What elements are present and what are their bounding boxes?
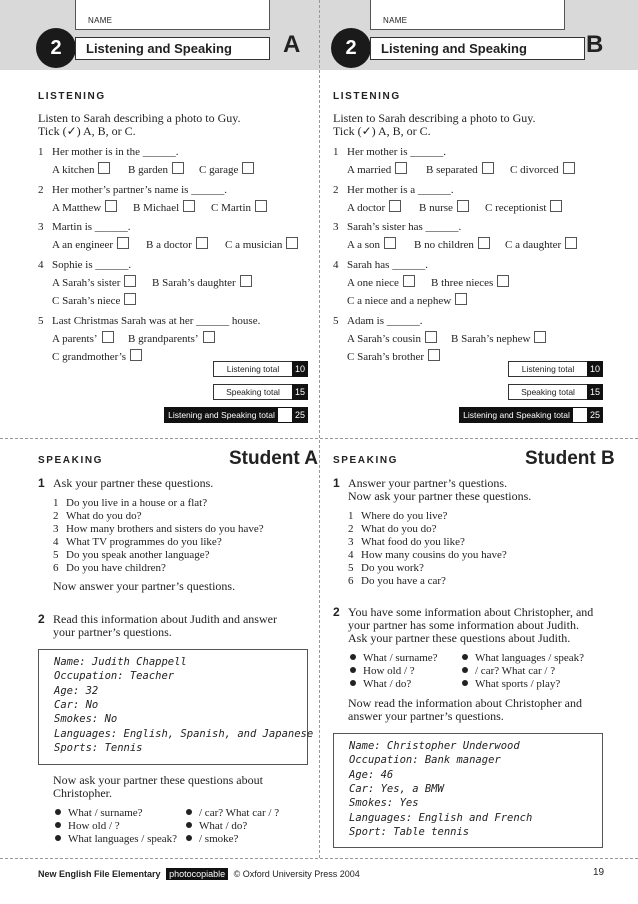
card-line: Occupation: Teacher — [54, 670, 175, 682]
speaking-question — [348, 536, 465, 548]
task-number: 1 — [333, 476, 340, 490]
speaking-question — [53, 497, 207, 509]
option-label: C Martin — [211, 202, 252, 214]
score-gap — [573, 407, 587, 423]
option-b[interactable] — [451, 331, 546, 345]
question-1 — [38, 146, 178, 158]
card-line: Age: 46 — [349, 769, 394, 781]
intro-line: Tick (✓) A, B, or C. — [38, 124, 136, 138]
question-text: Her mother is ______. — [347, 146, 446, 158]
tick-box[interactable] — [455, 293, 467, 305]
task-number: 2 — [333, 605, 340, 619]
option-a[interactable] — [52, 162, 110, 176]
total-label: Speaking total — [213, 384, 292, 400]
prompt-text: How old / ? — [363, 665, 415, 677]
question-text: What do you do? — [66, 510, 142, 522]
listening-total — [508, 361, 603, 377]
option-label: C a daughter — [505, 239, 562, 251]
prompt-text: How old / ? — [68, 820, 120, 832]
question-text: How many brothers and sisters do you have? — [66, 523, 264, 535]
tick-box[interactable] — [395, 162, 407, 174]
option-c[interactable] — [347, 349, 440, 363]
column-a — [0, 0, 319, 858]
prompt-bullet — [350, 678, 411, 690]
option-a[interactable] — [347, 275, 415, 289]
tick-box[interactable] — [384, 237, 396, 249]
option-c[interactable] — [52, 293, 136, 307]
prompt-text: / smoke? — [199, 833, 239, 845]
footer — [38, 868, 360, 880]
option-label: C Sarah’s brother — [347, 351, 424, 363]
option-label: A doctor — [347, 202, 386, 214]
option-c[interactable] — [225, 237, 298, 251]
option-label: A Sarah’s sister — [52, 277, 121, 289]
option-label: A a son — [347, 239, 380, 251]
intro-line: Listen to Sarah describing a photo to Guy. — [38, 111, 241, 125]
option-label: B grandparents’ — [128, 333, 199, 345]
speaking-task-2 — [333, 606, 623, 645]
question-4 — [38, 259, 131, 271]
card-line: Sport: Table tennis — [349, 826, 470, 838]
followup-line: Christopher. — [53, 786, 112, 800]
total-label: Listening total — [508, 361, 587, 377]
card-line: Sports: Tennis — [54, 742, 143, 754]
tick-box[interactable] — [478, 237, 490, 249]
speaking-question — [53, 536, 222, 548]
option-a[interactable] — [52, 331, 114, 345]
option-b[interactable] — [431, 275, 509, 289]
listening-heading: LISTENING — [333, 91, 401, 102]
bullet-dot — [462, 680, 468, 686]
intro-line: Listen to Sarah describing a photo to Guy. — [333, 111, 536, 125]
tick-box[interactable] — [286, 237, 298, 249]
version-letter: B — [586, 31, 604, 58]
card-line: Name: Christopher Underwood — [349, 740, 520, 752]
bullet-dot — [186, 809, 192, 815]
question-3 — [333, 221, 461, 233]
task-text: your partner’s questions. — [53, 625, 172, 639]
card-line: Smokes: Yes — [349, 797, 419, 809]
question-text: What TV programmes do you like? — [66, 536, 222, 548]
question-number: 5 — [53, 549, 59, 561]
tick-box[interactable] — [172, 162, 184, 174]
question-number: 4 — [53, 536, 59, 548]
card-line: Age: 32 — [54, 685, 99, 697]
question-text: Sophie is ______. — [52, 259, 132, 271]
card-line: Car: Yes, a BMW — [349, 783, 444, 795]
card-line: Smokes: No — [54, 713, 118, 725]
tick-box[interactable] — [203, 331, 215, 343]
prompt-text: What languages / speak? — [68, 833, 178, 845]
tick-box[interactable] — [550, 200, 562, 212]
name-box[interactable] — [370, 0, 565, 30]
question-number: 3 — [53, 523, 59, 535]
question-text: Her mother is a ______. — [347, 184, 454, 196]
prompt-bullet — [462, 665, 555, 677]
tick-box[interactable] — [534, 331, 546, 343]
option-label: C garage — [199, 164, 239, 176]
tick-box[interactable] — [497, 275, 509, 287]
task-text: Now ask your partner these questions. — [348, 489, 532, 503]
card-followup — [53, 774, 263, 800]
tick-box[interactable] — [565, 237, 577, 249]
question-number: 2 — [333, 184, 339, 196]
name-label: NAME — [383, 16, 408, 25]
tick-box[interactable] — [240, 275, 252, 287]
question-text: Do you have children? — [66, 562, 166, 574]
question-text: Where do you live? — [361, 510, 448, 522]
prompt-text: What / surname? — [363, 652, 438, 664]
option-label: B Michael — [133, 202, 180, 214]
option-a[interactable] — [347, 200, 401, 214]
question-number: 3 — [333, 221, 339, 233]
followup-line: Now read the information about Christopher and — [348, 696, 582, 710]
option-label: A an engineer — [52, 239, 114, 251]
prompt-bullet — [462, 652, 584, 664]
prompt-bullet — [55, 807, 143, 819]
question-number: 6 — [348, 575, 354, 587]
option-label: C grandmother’s — [52, 351, 127, 363]
judith-info-card — [38, 649, 314, 765]
bullet-dot — [462, 654, 468, 660]
question-number: 5 — [38, 315, 44, 327]
intro-line: Tick (✓) A, B, or C. — [333, 124, 431, 138]
speaking-question — [53, 549, 210, 561]
speaking-question — [348, 562, 424, 574]
option-label: B a doctor — [146, 239, 192, 251]
question-number: 1 — [348, 510, 354, 522]
option-c[interactable] — [505, 237, 577, 251]
bullet-dot — [55, 835, 61, 841]
speaking-question — [348, 510, 447, 522]
question-text: What food do you like? — [361, 536, 465, 548]
task-text: your partner has some information about Judith. — [348, 618, 579, 632]
bullet-dot — [55, 822, 61, 828]
question-3 — [38, 221, 131, 233]
task-text: Read this information about Judith and answer — [53, 612, 277, 626]
question-2 — [333, 184, 454, 196]
total-score: 15 — [587, 384, 603, 400]
tick-box[interactable] — [242, 162, 254, 174]
option-a[interactable] — [347, 331, 437, 345]
question-number: 6 — [53, 562, 59, 574]
option-c[interactable] — [199, 162, 254, 176]
speaking-total — [213, 384, 308, 400]
prompt-text: What languages / speak? — [475, 652, 585, 664]
total-label: Listening and Speaking total — [459, 407, 573, 423]
tick-box[interactable] — [428, 349, 440, 361]
speaking-heading: SPEAKING — [333, 455, 399, 466]
option-label: B nurse — [419, 202, 453, 214]
question-text: Do you have a car? — [361, 575, 446, 587]
option-b[interactable] — [128, 162, 184, 176]
unit-number: 2 — [36, 28, 76, 68]
score-gap — [278, 407, 292, 423]
question-text: Last Christmas Sarah was at her ______ house. — [52, 315, 261, 327]
total-score: 15 — [292, 384, 308, 400]
option-label: B three nieces — [431, 277, 494, 289]
speaking-task-2 — [38, 613, 308, 639]
option-c[interactable] — [211, 200, 267, 214]
tick-box[interactable] — [389, 200, 401, 212]
bullet-dot — [55, 809, 61, 815]
question-number: 4 — [333, 259, 339, 271]
prompt-bullet — [186, 820, 247, 832]
speaking-question — [348, 523, 436, 535]
tick-box[interactable] — [105, 200, 117, 212]
option-c[interactable] — [347, 293, 467, 307]
question-text: Do you work? — [361, 562, 424, 574]
speaking-question — [348, 549, 507, 561]
question-number: 2 — [38, 184, 44, 196]
option-b[interactable] — [419, 200, 469, 214]
listening-total — [213, 361, 308, 377]
question-number: 1 — [53, 497, 59, 509]
tick-box[interactable] — [425, 331, 437, 343]
bullet-dot — [350, 654, 356, 660]
prompt-text: What / surname? — [68, 807, 143, 819]
prompt-bullet — [350, 665, 415, 677]
copyright: © Oxford University Press 2004 — [233, 869, 360, 879]
speaking-heading: SPEAKING — [38, 455, 104, 466]
listening-intro — [38, 112, 308, 138]
option-label: B Sarah’s nephew — [451, 333, 531, 345]
task-number: 1 — [38, 476, 45, 490]
task-text: You have some information about Christopher, and — [348, 605, 594, 619]
option-label: B separated — [426, 164, 478, 176]
question-text: Adam is ______. — [347, 315, 423, 327]
card-line: Languages: English and French — [349, 812, 533, 824]
tick-box[interactable] — [403, 275, 415, 287]
task-text: Ask your partner these questions. — [53, 476, 214, 490]
card-line: Languages: English, Spanish, and Japanese — [54, 728, 314, 740]
tick-box[interactable] — [102, 331, 114, 343]
question-1 — [333, 146, 446, 158]
followup-line: answer your partner’s questions. — [348, 709, 504, 723]
card-followup — [348, 697, 582, 723]
tick-box[interactable] — [117, 237, 129, 249]
question-number: 5 — [333, 315, 339, 327]
option-c[interactable] — [510, 162, 575, 176]
bullet-dot — [186, 822, 192, 828]
card-line: Name: Judith Chappell — [54, 656, 187, 668]
bullet-dot — [350, 680, 356, 686]
question-5 — [38, 315, 260, 327]
answer-instruction: Now answer your partner’s questions. — [53, 579, 236, 593]
prompt-bullet — [55, 820, 120, 832]
tick-box[interactable] — [482, 162, 494, 174]
tick-box[interactable] — [124, 275, 136, 287]
option-a[interactable] — [52, 200, 117, 214]
prompt-text: What / do? — [199, 820, 248, 832]
question-number: 4 — [348, 549, 354, 561]
tick-box[interactable] — [98, 162, 110, 174]
option-label: C receptionist — [485, 202, 547, 214]
question-text: What do you do? — [361, 523, 437, 535]
bullet-dot — [186, 835, 192, 841]
option-b[interactable] — [152, 275, 252, 289]
bullet-dot — [350, 667, 356, 673]
question-number: 4 — [38, 259, 44, 271]
total-score: 10 — [587, 361, 603, 377]
prompt-bullet — [350, 652, 438, 664]
footer-cut-line — [0, 858, 638, 859]
task-text: Ask your partner these questions about Judith. — [348, 631, 571, 645]
question-text: Martin is ______. — [52, 221, 131, 233]
option-b[interactable] — [426, 162, 494, 176]
question-number: 2 — [348, 523, 354, 535]
question-number: 3 — [348, 536, 354, 548]
option-a[interactable] — [347, 237, 396, 251]
question-number: 5 — [348, 562, 354, 574]
listening-heading: LISTENING — [38, 91, 106, 102]
option-label: B garden — [128, 164, 169, 176]
option-a[interactable] — [347, 162, 407, 176]
option-label: A one niece — [347, 277, 399, 289]
prompt-text: What / do? — [363, 678, 412, 690]
total-label: Listening total — [213, 361, 292, 377]
tick-box[interactable] — [563, 162, 575, 174]
tick-box[interactable] — [130, 349, 142, 361]
card-line: Occupation: Bank manager — [349, 754, 501, 766]
question-text: Sarah’s sister has ______. — [347, 221, 462, 233]
option-label: B Sarah’s daughter — [152, 277, 236, 289]
question-text: Sarah has ______. — [347, 259, 428, 271]
option-a[interactable] — [52, 275, 136, 289]
question-number: 1 — [333, 146, 339, 158]
name-box[interactable] — [75, 0, 270, 30]
question-text: Her mother is in the ______. — [52, 146, 179, 158]
tick-box[interactable] — [183, 200, 195, 212]
speaking-question — [53, 562, 166, 574]
question-number: 2 — [53, 510, 59, 522]
prompt-text: What sports / play? — [475, 678, 561, 690]
option-label: C divorced — [510, 164, 559, 176]
tick-box[interactable] — [124, 293, 136, 305]
option-label: C a musician — [225, 239, 283, 251]
unit-number: 2 — [331, 28, 371, 68]
prompt-text: / car? What car / ? — [475, 665, 556, 677]
task-number: 2 — [38, 612, 45, 626]
christopher-info-card — [333, 733, 603, 848]
name-label: NAME — [88, 16, 113, 25]
speaking-question — [53, 523, 264, 535]
combined-total — [164, 407, 308, 423]
total-score: 25 — [292, 407, 308, 423]
speaking-question — [348, 575, 446, 587]
total-score: 10 — [292, 361, 308, 377]
option-label: A Sarah’s cousin — [347, 333, 421, 345]
listening-intro — [333, 112, 603, 138]
test-title: Listening and Speaking — [370, 37, 585, 60]
question-text: How many cousins do you have? — [361, 549, 507, 561]
option-b[interactable] — [146, 237, 208, 251]
option-b[interactable] — [414, 237, 490, 251]
tick-box[interactable] — [196, 237, 208, 249]
option-label: C a niece and a nephew — [347, 295, 452, 307]
question-5 — [333, 315, 422, 327]
task-text: Answer your partner’s questions. — [348, 476, 508, 490]
column-b — [319, 0, 638, 858]
option-label: C Sarah’s niece — [52, 295, 121, 307]
speaking-total — [508, 384, 603, 400]
total-label: Speaking total — [508, 384, 587, 400]
question-text: Do you speak another language? — [66, 549, 210, 561]
option-label: A kitchen — [52, 164, 95, 176]
option-label: A married — [347, 164, 392, 176]
tick-box[interactable] — [457, 200, 469, 212]
photocopiable-badge: photocopiable — [166, 868, 228, 880]
option-a[interactable] — [52, 237, 129, 251]
option-c[interactable] — [52, 349, 142, 363]
question-number: 1 — [38, 146, 44, 158]
prompt-bullet — [186, 833, 238, 845]
tick-box[interactable] — [255, 200, 267, 212]
student-label: Student A — [229, 448, 319, 469]
student-label: Student B — [525, 448, 615, 469]
prompt-bullet — [462, 678, 560, 690]
prompt-bullet — [55, 833, 177, 845]
page-number: 19 — [593, 867, 605, 878]
question-2 — [38, 184, 227, 196]
version-letter: A — [283, 31, 301, 58]
speaking-task-1 — [38, 477, 308, 490]
option-label: A parents’ — [52, 333, 98, 345]
option-label: B no children — [414, 239, 474, 251]
prompt-text: / car? What car / ? — [199, 807, 280, 819]
card-line: Car: No — [54, 699, 99, 711]
question-text: Do you live in a house or a flat? — [66, 497, 208, 509]
total-label: Listening and Speaking total — [164, 407, 278, 423]
option-b[interactable] — [133, 200, 195, 214]
speaking-question — [53, 510, 141, 522]
speaking-task-1 — [333, 477, 623, 503]
option-b[interactable] — [128, 331, 215, 345]
question-4 — [333, 259, 428, 271]
option-c[interactable] — [485, 200, 562, 214]
option-label: A Matthew — [52, 202, 102, 214]
followup-line: Now ask your partner these questions about — [53, 773, 263, 787]
question-text: Her mother’s partner’s name is ______. — [52, 184, 227, 196]
combined-total — [459, 407, 603, 423]
total-score: 25 — [587, 407, 603, 423]
test-title: Listening and Speaking — [75, 37, 270, 60]
book-title: New English File Elementary — [38, 869, 161, 879]
prompt-bullet — [186, 807, 279, 819]
bullet-dot — [462, 667, 468, 673]
question-number: 3 — [38, 221, 44, 233]
